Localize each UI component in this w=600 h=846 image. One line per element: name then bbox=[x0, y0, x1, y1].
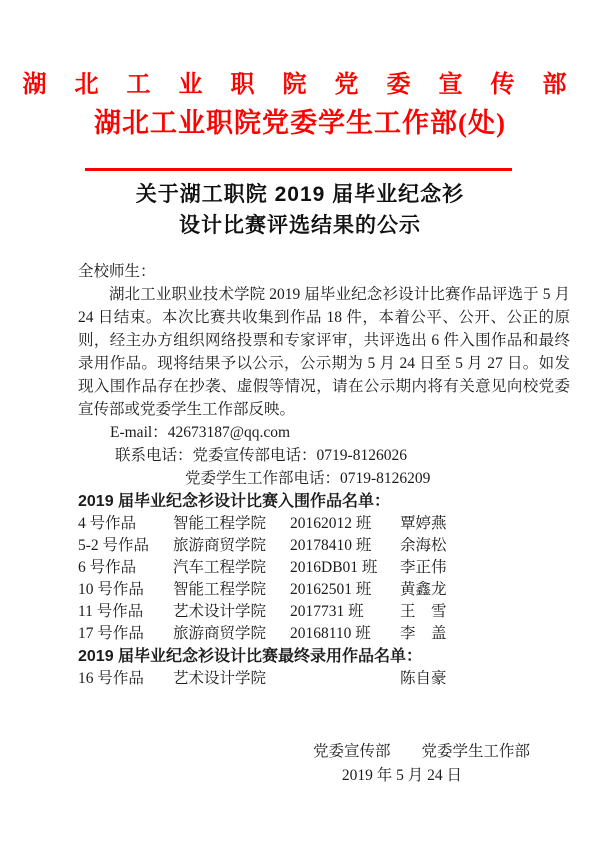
entry-class: 20168110 班 bbox=[290, 625, 371, 642]
entry-college: 旅游商贸学院 bbox=[173, 537, 267, 554]
final-list-row bbox=[78, 668, 570, 690]
document-title-line1: 关于湖工职院 2019 届毕业纪念衫 bbox=[135, 183, 465, 206]
entry-class: 20178410 班 bbox=[290, 537, 372, 554]
letterhead-line1: 湖 北 工 业 职 院 党 委 宣 传 部 bbox=[22, 72, 578, 98]
shortlist-row bbox=[78, 579, 570, 601]
entry-name: 李 盖 bbox=[400, 625, 447, 642]
shortlist-row bbox=[78, 557, 570, 579]
entry-number: 17 号作品 bbox=[78, 625, 144, 642]
shortlist-row bbox=[78, 513, 570, 535]
entry-number: 4 号作品 bbox=[78, 515, 137, 532]
email-value: 42673187@qq.com bbox=[167, 424, 291, 441]
entry-number: 11 号作品 bbox=[78, 603, 144, 620]
entry-class: 20162501 班 bbox=[290, 581, 372, 598]
document-title-line2: 设计比赛评选结果的公示 bbox=[179, 214, 421, 237]
entry-college: 艺术设计学院 bbox=[173, 603, 267, 620]
entry-college: 汽车工程学院 bbox=[173, 559, 267, 576]
phone1-label: 党委宣传部电话： bbox=[192, 447, 317, 464]
salutation: 全校师生： bbox=[78, 263, 156, 280]
signature-date: 2019 年 5 月 24 日 bbox=[341, 767, 462, 784]
phone-line-propaganda bbox=[78, 444, 570, 467]
entry-class: 2017731 班 bbox=[290, 603, 364, 620]
email-line bbox=[78, 421, 570, 444]
entry-class bbox=[290, 668, 400, 690]
letterhead bbox=[0, 0, 600, 139]
entry-college: 艺术设计学院 bbox=[173, 670, 267, 687]
entry-college: 智能工程学院 bbox=[173, 581, 267, 598]
shortlist-row bbox=[78, 535, 570, 557]
entry-number: 10 号作品 bbox=[78, 581, 144, 598]
entry-class: 20162012 班 bbox=[290, 515, 372, 532]
email-label: E-mail： bbox=[110, 424, 168, 441]
phone2-value: 0719-8126209 bbox=[340, 470, 431, 487]
entry-class: 2016DB01 班 bbox=[290, 559, 378, 576]
document-body bbox=[78, 260, 570, 690]
entry-college: 旅游商贸学院 bbox=[173, 625, 267, 642]
document-title bbox=[0, 179, 600, 241]
phone1-value: 0719-8126026 bbox=[316, 447, 407, 464]
shortlist-row bbox=[78, 623, 570, 645]
document-footer bbox=[0, 740, 600, 788]
signature-departments: 党委宣传部 党委学生工作部 bbox=[312, 743, 530, 760]
entry-name: 黄鑫龙 bbox=[400, 581, 447, 598]
shortlist-row bbox=[78, 601, 570, 623]
final-list-heading: 2019 届毕业纪念衫设计比赛最终录用作品名单： bbox=[78, 648, 423, 665]
entry-name: 陈自豪 bbox=[400, 670, 447, 687]
entry-name: 王 雪 bbox=[400, 603, 447, 620]
phone-line-student-affairs bbox=[78, 467, 570, 490]
phone2-label: 党委学生工作部电话： bbox=[185, 470, 341, 487]
entry-name: 覃婷燕 bbox=[400, 515, 447, 532]
letterhead-divider bbox=[85, 168, 512, 171]
entry-number: 16 号作品 bbox=[78, 670, 144, 687]
entry-name: 李正伟 bbox=[400, 559, 447, 576]
entry-number: 5-2 号作品 bbox=[78, 537, 150, 554]
phone-label: 联系电话： bbox=[115, 447, 193, 464]
shortlist-heading: 2019 届毕业纪念衫设计比赛入围作品名单： bbox=[78, 493, 391, 510]
letterhead-line2: 湖北工业职院党委学生工作部(处) bbox=[94, 108, 506, 138]
entry-college: 智能工程学院 bbox=[173, 515, 267, 532]
entry-name: 余海松 bbox=[400, 537, 447, 554]
entry-number: 6 号作品 bbox=[78, 559, 137, 576]
announcement-paragraph: 湖北工业职业技术学院 2019 届毕业纪念衫设计比赛作品评选于 5 月 24 日结束。本次比赛共收集到作品 18 件，本着公平、公开、公正的原则，经主办方组织网络投票和专家评审，共评选出 6 件入围作品和最终录用作品。现将结果予以公示，公示期为 5 月 24 日至 5 月 27 日。如发现入围作品存在抄袭、虚假等情况，请在公示期内将有关意见向校党委宣传部或党委学生工作部反映。 bbox=[78, 286, 570, 418]
